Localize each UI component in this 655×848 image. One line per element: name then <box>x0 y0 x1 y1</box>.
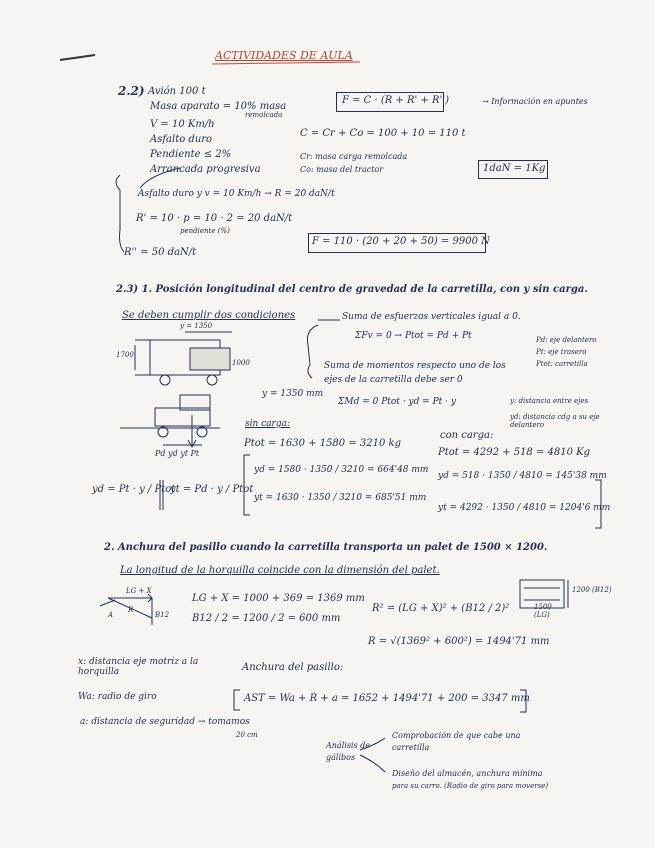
dim-left: 1700 <box>116 351 134 359</box>
yd-note: yd: distancia cdg a su eje delantero <box>510 413 600 429</box>
text-pendiente: Pendiente ≤ 2% <box>150 149 232 160</box>
condition-2-equation: ΣMd = 0 Ptot · yd = Pt · y <box>338 397 456 407</box>
formula-note: → Información en apuntes <box>482 97 588 106</box>
palet-dimension-3: (LG) <box>534 611 550 619</box>
yt-con-carga: yt = 4292 · 1350 / 4810 = 1204'6 mm <box>438 503 611 513</box>
anchura-title: Anchura del pasillo: <box>242 662 344 673</box>
lb-equation: LG + X = 1000 + 369 = 1369 mm <box>192 593 365 604</box>
label-b12: B12 <box>155 611 170 619</box>
pd-definition: Pd: eje delantero <box>536 336 597 344</box>
dim-top: y = 1350 <box>180 322 213 330</box>
section-2-title: 2. Anchura del pasillo cuando la carretilla transporta un palet de 1500 × 1200. <box>104 542 548 553</box>
r-equation: Asfalto duro y v = 10 Km/h → R = 20 daN/t <box>138 189 335 199</box>
yd-con-carga: yd = 518 · 1350 / 4810 = 145'38 mm <box>438 471 607 481</box>
a-value: 20 cm <box>236 731 258 739</box>
condition-1: Suma de esfuerzos verticales igual a 0. <box>342 312 521 322</box>
formula-f: F = C · (R + R' + R'') <box>342 95 449 106</box>
pendiente-note: pendiente (%) <box>180 227 230 235</box>
ptot-sin-carga: Ptot = 1630 + 1580 = 3210 kg <box>244 438 401 449</box>
r-double-prime: R'' = 50 daN/t <box>124 247 197 258</box>
yd-definition: yd = Pt · y / Ptot <box>92 484 176 495</box>
palet-dimension-1: 1200 (B12) <box>572 586 612 594</box>
galibos-line-2: gálibos <box>326 753 356 762</box>
label-a: A <box>108 611 114 619</box>
label-r: R <box>128 606 134 614</box>
text-asfalto: Asfalto duro <box>150 134 213 145</box>
conditions-text: Se deben cumplir dos condiciones <box>122 310 296 321</box>
cr-definition: Cr: masa carga remolcada <box>300 152 408 161</box>
design-line-2: para su carro. (Radio de giro para moverse) <box>392 782 549 790</box>
galibos-line-1: Análisis de <box>326 741 370 750</box>
r-squared-equation: R² = (LG + X)² + (B12 / 2)² <box>372 603 510 614</box>
diagram-axle-labels: Pd yd yt Pt <box>155 449 200 458</box>
condition-1-equation: ΣFv = 0 → Ptot = Pd + Pt <box>355 331 472 341</box>
section-number-2-2: 2.2) <box>118 84 145 98</box>
dim-right: 1000 <box>232 359 250 367</box>
section-2-subtitle: La longitud de la horquilla coincide con la dimensión del palet. <box>120 565 440 576</box>
x-definition: x: distancia eje motriz a la horquilla <box>78 657 199 677</box>
condition-2-line-1: Suma de momentos respecto uno de los <box>324 361 506 371</box>
sin-carga-label: sin carga: <box>245 419 291 429</box>
text-arrancada: Arrancada progresiva <box>150 164 261 175</box>
ptot-definition: Ptot: carretilla <box>536 360 588 368</box>
yd-sin-carga: yd = 1580 · 1350 / 3210 = 664'48 mm <box>254 465 429 475</box>
co-definition: Co: masa del tractor <box>300 165 384 174</box>
yt-definition: yt = Pd · y / Ptot <box>170 484 254 495</box>
text-masa-aparato: Masa aparato = 10% masa <box>150 101 287 112</box>
palet-dimension-2: 1500 <box>534 603 552 611</box>
condition-2-line-2: ejes de la carretilla debe ser 0 <box>324 375 463 385</box>
force-result: F = 110 · (20 + 20 + 50) = 9900 N <box>312 236 490 247</box>
check-line-1: Comprobación de que cabe una <box>392 731 521 740</box>
ptot-con-carga: Ptot = 4292 + 518 = 4810 Kg <box>438 447 591 458</box>
design-line-1: Diseño del almacén, anchura mínima <box>392 769 543 778</box>
check-line-2: carretilla <box>392 743 430 752</box>
text-avion: Avión 100 t <box>148 86 206 97</box>
ast-result: AST = Wa + R + a = 1652 + 1494'71 + 200 = 3347 mm <box>244 693 530 704</box>
b12-equation: B12 / 2 = 1200 / 2 = 600 mm <box>192 613 341 624</box>
a-definition: a: distancia de seguridad → tomamos <box>80 717 250 727</box>
con-carga-label: con carga: <box>440 430 494 441</box>
r-equation-result: R = √(1369² + 600²) = 1494'71 mm <box>368 636 550 647</box>
section-2-3-title: 2.3) 1. Posición longitudinal del centro de gravedad de la carretilla, con y sin carga. <box>116 284 588 295</box>
pt-definition: Pt: eje trasero <box>536 348 587 356</box>
c-equation: C = Cr + Co = 100 + 10 = 110 t <box>300 128 466 139</box>
label-lg-x: LG + X <box>126 587 152 595</box>
y-note: y: distancia entre ejes <box>510 397 589 405</box>
text-remolcada: remolcada <box>245 111 283 119</box>
r-prime-equation: R' = 10 · p = 10 · 2 = 20 daN/t <box>136 213 293 224</box>
y-value: y = 1350 mm <box>262 389 324 399</box>
page-title: ACTIVIDADES DE AULA <box>215 49 353 62</box>
wa-definition: Wa: radio de giro <box>78 692 157 702</box>
unit-text: 1daN = 1Kg <box>483 163 546 174</box>
yt-sin-carga: yt = 1630 · 1350 / 3210 = 685'51 mm <box>254 493 427 503</box>
text-velocidad: V = 10 Km/h <box>150 119 215 130</box>
